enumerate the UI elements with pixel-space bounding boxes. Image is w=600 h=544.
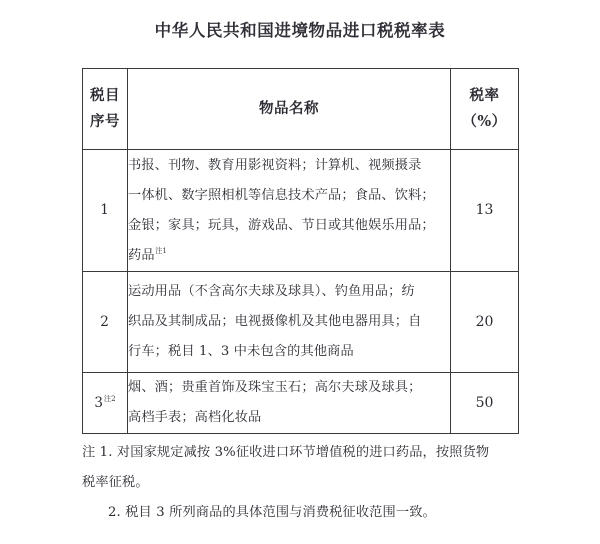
footnote-line: 2. 税目 3 所列商品的具体范围与消费税征收范围一致。 [108,505,436,520]
cell-tax-item-number [83,373,128,434]
column-header-tax-item-number [83,69,128,150]
table-row [83,373,519,434]
item-name-line: 一体机、数字照相机等信息技术产品；食品、饮料； [128,187,435,203]
item-name-line: 高档手表；高档化妆品 [128,410,262,425]
tax-item-number-value: 3 [94,394,103,411]
page-title: 中华人民共和国进境物品进口税税率表 [154,21,446,40]
item-name-line: 书报、刊物、教育用影视资料；计算机、视频摄录 [128,157,422,173]
item-name-line: 金银；家具；玩具，游戏品、节日或其他娱乐用品； [128,217,435,233]
column-header-tax-rate-line2: （%） [462,113,507,130]
footnote-marker: 注2 [103,394,116,404]
item-name-line [128,241,450,271]
footnote-line: 注 1. 对国家规定减按 3%征收进口环节增值税的进口药品，按照货物 [82,445,490,460]
table-header-row [83,69,519,150]
column-header-tax-item-number-line2: 序号 [90,113,120,130]
cell-tax-rate: 13 [451,150,519,272]
item-name-line: 运动用品（不含高尔夫球及球具）、钓鱼用品；纺 [128,284,415,299]
column-header-tax-rate [451,69,519,150]
footnotes [82,438,522,528]
cell-tax-item-number [83,272,128,373]
column-header-item-name: 物品名称 [128,69,451,150]
tax-item-number-value: 2 [100,313,109,330]
footnote-marker: 注1 [155,246,167,256]
item-name-line-text: 药品 [128,247,155,263]
cell-tax-rate: 50 [451,373,519,434]
item-name-line: 织品及其制成品；电视摄像机及其他电器用具；自 [128,314,422,329]
item-name-line: 烟、酒；贵重首饰及珠宝玉石；高尔夫球及球具； [128,380,422,395]
table-row [83,272,519,373]
cell-item-name [128,373,451,434]
cell-item-name [128,272,451,373]
cell-item-name [128,150,451,272]
footnote-line: 税率征税。 [82,475,149,490]
item-name-line: 行车；税目 1、3 中未包含的其他商品 [128,344,354,359]
cell-tax-rate: 20 [451,272,519,373]
column-header-tax-rate-line1: 税率 [469,87,500,104]
cell-tax-item-number [83,150,128,272]
column-header-tax-item-number-line1: 税目 [90,87,120,104]
tax-item-number-value: 1 [100,202,109,219]
table-row [83,150,519,272]
import-tax-rate-table [82,68,519,434]
